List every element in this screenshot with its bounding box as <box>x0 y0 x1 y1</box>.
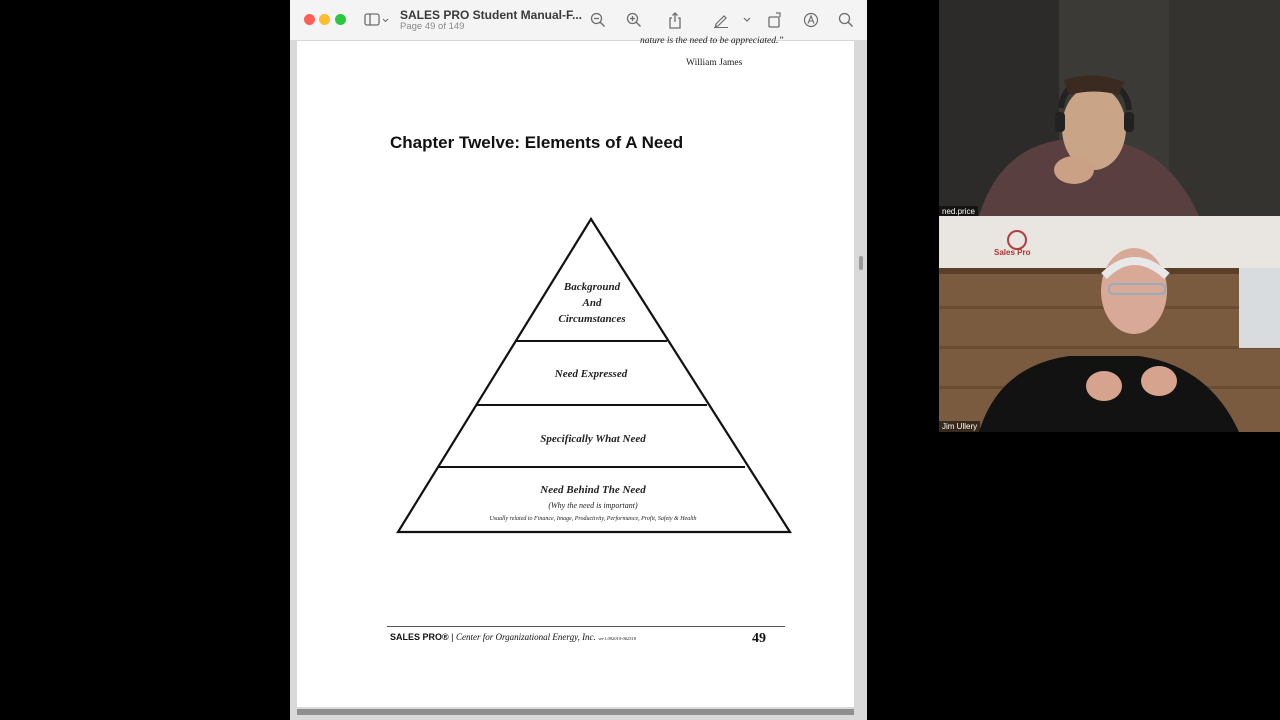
footer-version: ver1.092010-062518 <box>598 636 636 641</box>
title-bar <box>290 0 867 41</box>
participant-name-jim: Jim Ullery <box>939 421 980 432</box>
pdf-page <box>297 36 854 707</box>
annotate-icon <box>803 12 819 28</box>
tier4-subtitle: (Why the need is important) <box>548 501 638 510</box>
tier1-line1: Background <box>563 281 621 293</box>
annotate-button[interactable] <box>802 11 820 29</box>
share-button[interactable] <box>666 11 684 29</box>
zoom-out-icon <box>590 12 606 28</box>
markup-button[interactable] <box>712 11 730 29</box>
sidebar-icon <box>364 11 390 29</box>
need-pyramid-diagram <box>392 216 797 536</box>
video-tile-jim[interactable] <box>939 216 1280 432</box>
participant-video <box>939 216 1280 432</box>
document-viewport[interactable] <box>290 36 867 720</box>
page-footer <box>390 632 636 642</box>
footer-org: Center for Organizational Energy, Inc. <box>455 632 596 642</box>
document-title: SALES PRO Student Manual-F... <box>400 8 583 22</box>
sales-pro-banner-logo: Sales Pro <box>994 248 1031 257</box>
participant-name-ned: ned.price <box>939 206 978 216</box>
rotate-button[interactable] <box>766 11 784 29</box>
markup-menu-button[interactable] <box>740 11 754 29</box>
video-tile-ned[interactable] <box>939 0 1280 216</box>
footer-separator: | <box>448 632 456 642</box>
quote-author: William James <box>686 58 743 68</box>
chevron-down-icon <box>742 16 752 24</box>
footer-rule <box>387 626 785 627</box>
quote-text: nature is the need to be appreciated.” <box>640 36 784 46</box>
search-icon <box>838 12 854 28</box>
rotate-icon <box>767 12 783 28</box>
page-number: 49 <box>752 631 766 646</box>
tier1-line3: Circumstances <box>558 313 626 325</box>
tier2-label: Need Expressed <box>554 368 628 380</box>
tier4-title: Need Behind The Need <box>540 484 646 496</box>
markup-icon <box>713 12 729 28</box>
page-indicator: Page 49 of 149 <box>400 21 465 32</box>
participant-video <box>939 0 1280 216</box>
chapter-title: Chapter Twelve: Elements of A Need <box>390 133 684 152</box>
close-window-button[interactable] <box>304 14 315 25</box>
minimize-window-button[interactable] <box>319 14 330 25</box>
vertical-scrollbar[interactable] <box>859 256 863 270</box>
sidebar-toggle-button[interactable] <box>364 11 390 29</box>
tier1-line2: And <box>582 297 602 309</box>
zoom-window-button[interactable] <box>335 14 346 25</box>
preview-window <box>290 0 867 720</box>
search-button[interactable] <box>837 11 855 29</box>
tier4-note: Usually related to Finance, Image, Productivity, Performance, Profit, Safety & Health <box>489 516 697 522</box>
footer-brand: SALES PRO® <box>390 632 449 642</box>
horizontal-scrollbar[interactable] <box>297 709 854 715</box>
zoom-in-button[interactable] <box>625 11 643 29</box>
share-icon <box>668 12 682 29</box>
tier3-label: Specifically What Need <box>540 433 646 445</box>
zoom-out-button[interactable] <box>589 11 607 29</box>
zoom-in-icon <box>626 12 642 28</box>
